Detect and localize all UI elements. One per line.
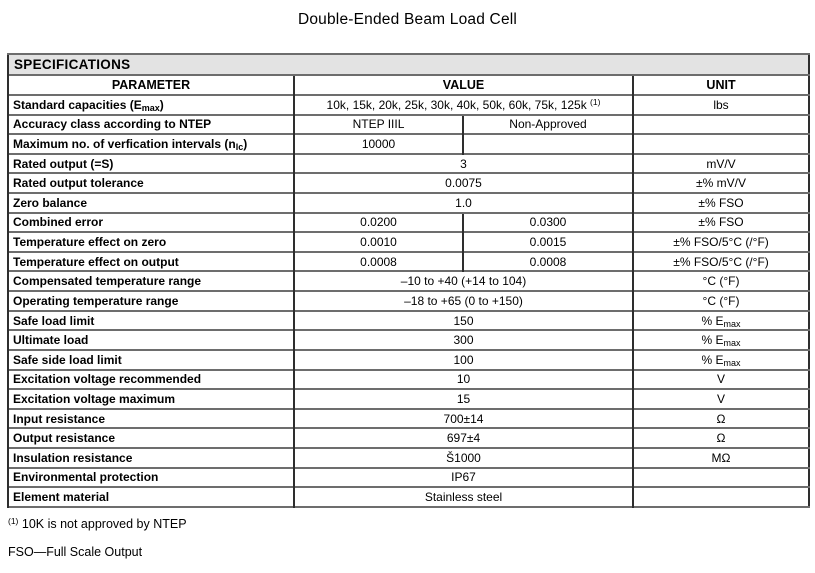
table-row <box>8 350 809 370</box>
table-row <box>8 330 809 350</box>
table-row <box>8 115 809 135</box>
unit-cell: % $E_{max}$ <box>633 350 809 370</box>
parameter-cell: Output resistance <box>8 428 294 448</box>
value-cell: 0.0008 <box>294 252 463 272</box>
footnotes <box>8 517 187 573</box>
unit-cell <box>633 468 809 488</box>
parameter-cell: Element material <box>8 487 294 507</box>
parameter-cell: Ultimate load <box>8 330 294 350</box>
parameter-cell: Safe load limit <box>8 311 294 331</box>
table-row <box>8 370 809 390</box>
parameter-cell: Temperature effect on zero <box>8 232 294 252</box>
value-cell <box>463 134 633 154</box>
table-row <box>8 232 809 252</box>
parameter-cell: Rated output (=S) <box>8 154 294 174</box>
parameter-cell: Zero balance <box>8 193 294 213</box>
table-row <box>8 291 809 311</box>
value-cell: NTEP IIIL <box>294 115 463 135</box>
unit-cell: lbs <box>633 95 809 115</box>
parameter-cell: Compensated temperature range <box>8 271 294 291</box>
footnote: FSO—Full Scale Output <box>8 545 143 559</box>
parameter-cell: Rated output tolerance <box>8 173 294 193</box>
parameter-cell: Excitation voltage recommended <box>8 370 294 390</box>
parameter-cell: Maximum no. of verfication intervals $(n_{lc})$ <box>8 134 294 154</box>
value-cell: 0.0008 <box>463 252 633 272</box>
unit-cell: ±% mV/V <box>633 173 809 193</box>
parameter-cell: Accuracy class according to NTEP <box>8 115 294 135</box>
value-cell: 0.0300 <box>463 213 633 233</box>
section-header-row <box>8 54 809 75</box>
value-cell: –18 to +65 (0 to +150) <box>294 291 633 311</box>
table-row <box>8 311 809 331</box>
unit-cell: MΩ <box>633 448 809 468</box>
value-cell: 10 <box>294 370 633 390</box>
section-header: SPECIFICATIONS <box>8 54 809 75</box>
column-header-parameter: PARAMETER <box>8 75 294 95</box>
table-row <box>8 428 809 448</box>
value-cell: 3 <box>294 154 633 174</box>
unit-cell: V <box>633 370 809 390</box>
value-cell: Stainless steel <box>294 487 633 507</box>
table-row <box>8 134 809 154</box>
table-row <box>8 487 809 507</box>
table-row <box>8 193 809 213</box>
value-cell: 0.0015 <box>463 232 633 252</box>
value-cell: 700±14 <box>294 409 633 429</box>
value-cell: 0.0075 <box>294 173 633 193</box>
value-cell: 15 <box>294 389 633 409</box>
table-row <box>8 252 809 272</box>
unit-cell: Ω <box>633 428 809 448</box>
unit-cell <box>633 115 809 135</box>
parameter-cell: Operating temperature range <box>8 291 294 311</box>
parameter-cell: Input resistance <box>8 409 294 429</box>
value-cell: 0.0010 <box>294 232 463 252</box>
spec-table <box>7 53 810 508</box>
value-cell: 10000 <box>294 134 463 154</box>
parameter-cell: Safe side load limit <box>8 350 294 370</box>
unit-cell: % $E_{max}$ <box>633 330 809 350</box>
unit-cell: V <box>633 389 809 409</box>
column-header-value: VALUE <box>294 75 633 95</box>
parameter-cell: Insulation resistance <box>8 448 294 468</box>
parameter-cell: Environmental protection <box>8 468 294 488</box>
table-row <box>8 389 809 409</box>
value-cell: IP67 <box>294 468 633 488</box>
column-header-unit: UNIT <box>633 75 809 95</box>
parameter-cell: Combined error <box>8 213 294 233</box>
table-row <box>8 213 809 233</box>
table-row <box>8 448 809 468</box>
table-row <box>8 409 809 429</box>
page-title: Double-Ended Beam Load Cell <box>297 11 518 28</box>
parameter-cell: Temperature effect on output <box>8 252 294 272</box>
table-row <box>8 154 809 174</box>
spec-table-body <box>8 95 809 507</box>
value-cell: 300 <box>294 330 633 350</box>
value-cell: Non-Approved <box>463 115 633 135</box>
column-header-row <box>8 75 809 95</box>
unit-cell: Ω <box>633 409 809 429</box>
unit-cell: ±% FSO/5°C (/°F) <box>633 232 809 252</box>
unit-cell: ±% FSO <box>633 213 809 233</box>
unit-cell: °C (°F) <box>633 271 809 291</box>
unit-cell <box>633 487 809 507</box>
parameter-cell: Standard capacities $(E_{max})$ <box>8 95 294 115</box>
value-cell: 100 <box>294 350 633 370</box>
value-cell: 150 <box>294 311 633 331</box>
table-row <box>8 468 809 488</box>
unit-cell <box>633 134 809 154</box>
unit-cell: ±% FSO/5°C (/°F) <box>633 252 809 272</box>
table-row <box>8 271 809 291</box>
value-cell: 0.0200 <box>294 213 463 233</box>
value-cell: –10 to +40 (+14 to 104) <box>294 271 633 291</box>
footnote: $^{(1)}$ 10K is not approved by NTEP <box>8 516 187 531</box>
unit-cell: % $E_{max}$ <box>633 311 809 331</box>
value-cell: Š1000 <box>294 448 633 468</box>
value-cell: 10k, 15k, 20k, 25k, 30k, 40k, 50k, 60k, 75k, 125k $^{(1)}$ <box>294 95 633 115</box>
unit-cell: °C (°F) <box>633 291 809 311</box>
value-cell: 1.0 <box>294 193 633 213</box>
table-row <box>8 95 809 115</box>
parameter-cell: Excitation voltage maximum <box>8 389 294 409</box>
unit-cell: ±% FSO <box>633 193 809 213</box>
unit-cell: mV/V <box>633 154 809 174</box>
value-cell: 697±4 <box>294 428 633 448</box>
table-row <box>8 173 809 193</box>
